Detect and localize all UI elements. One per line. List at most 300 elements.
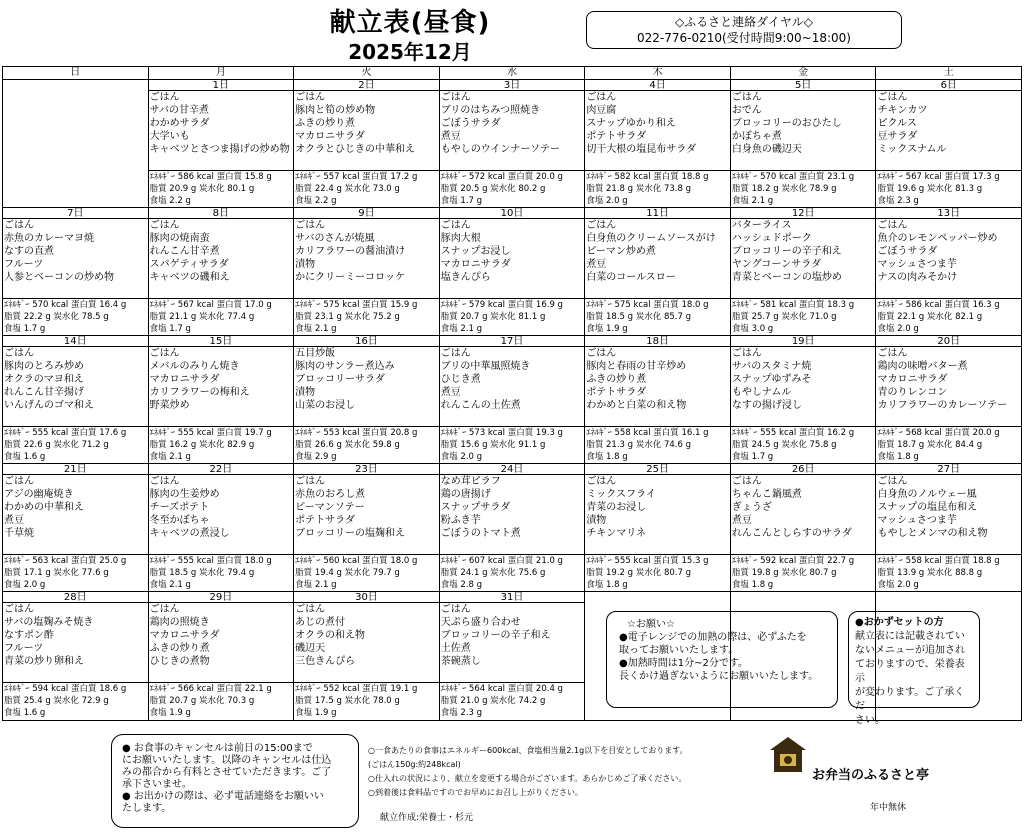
- nutrition-info: [440, 554, 585, 591]
- menu-item: スナップゆかり和え: [586, 118, 676, 129]
- menu-list: [731, 91, 876, 170]
- day-number: 7日: [3, 208, 148, 219]
- menu-list: [731, 475, 876, 554]
- menu-item: ごはん: [877, 348, 908, 359]
- nutrition-line: 食塩 1.9 g: [149, 708, 191, 718]
- nutrition-line: 脂質 17.5 g 炭水化 78.0 g: [295, 696, 400, 706]
- menu-item: 土佐煮: [440, 643, 471, 654]
- nutrition-line: 食塩 1.8 g: [586, 580, 628, 590]
- nutrition-line: 脂質 18.5 g 炭水化 79.4 g: [149, 568, 255, 578]
- week-row: [3, 80, 1021, 208]
- weekday-header: [3, 67, 1021, 80]
- menu-item: チキンマリネ: [586, 528, 647, 539]
- nutrition-line: 食塩 1.9 g: [586, 324, 628, 334]
- menu-item: なすの揚げ浸し: [731, 400, 802, 411]
- cancel-line: みの都合から有料とさせていただきます。ご了: [122, 767, 332, 778]
- menu-item: ごはん: [149, 92, 180, 103]
- menu-item: ごはん: [149, 348, 180, 359]
- menu-item: 漬物: [295, 387, 316, 398]
- menu-list: [149, 603, 294, 682]
- sets-line: が変わります。ご了承くだ: [855, 687, 965, 712]
- nutrition-line: ｴﾈﾙｷﾞｰ 560 kcal 蛋白質 18.0 g: [295, 556, 418, 566]
- sets-line: ないメニューが追加され: [855, 645, 965, 656]
- day-cell: [439, 464, 585, 591]
- menu-list: [294, 219, 439, 298]
- nutrition-line: ｴﾈﾙｷﾞｰ 570 kcal 蛋白質 16.4 g: [4, 300, 127, 310]
- nutrition-info: [440, 298, 585, 335]
- day-number: 16日: [294, 336, 439, 347]
- menu-item: キャベツの磯和え: [149, 272, 230, 283]
- nutrition-line: 食塩 1.8 g: [586, 452, 628, 462]
- nutrition-line: 脂質 18.2 g 炭水化 78.9 g: [731, 184, 837, 194]
- menu-item: 煮豆: [440, 387, 461, 398]
- nutrition-line: ｴﾈﾙｷﾞｰ 586 kcal 蛋白質 16.3 g: [877, 300, 1000, 310]
- nutrition-line: 食塩 2.1 g: [295, 324, 337, 334]
- cancel-line: にお願いいたします。以降のキャンセルは仕込: [122, 755, 332, 766]
- menu-item: ごぼうのトマト煮: [440, 528, 521, 539]
- month-label: 2025年12月: [348, 40, 472, 64]
- menu-list: [149, 347, 294, 426]
- menu-item: ごはん: [731, 348, 762, 359]
- menu-item: 茶碗蒸し: [440, 656, 481, 667]
- menu-item: ブロッコリーの塩麹和え: [295, 528, 405, 539]
- nutrition-info: [149, 426, 294, 463]
- nutrition-line: ｴﾈﾙｷﾞｰ 555 kcal 蛋白質 15.3 g: [586, 556, 709, 566]
- menu-list: [876, 91, 1021, 170]
- menu-item: 青菜とベーコンの塩炒め: [731, 272, 842, 283]
- menu-item: ごはん: [295, 476, 326, 487]
- sets-line: 献立表には記載されてい: [855, 631, 965, 642]
- cancel-policy-box: [111, 734, 359, 828]
- menu-list: [731, 219, 876, 298]
- menu-item: あじの煮付: [295, 617, 346, 628]
- nutrition-line: 脂質 20.7 g 炭水化 70.3 g: [149, 696, 255, 706]
- day-number: 14日: [3, 336, 148, 347]
- day-cell: [293, 592, 439, 720]
- nutrition-line: ｴﾈﾙｷﾞｰ 572 kcal 蛋白質 20.0 g: [440, 172, 563, 182]
- nutrition-line: ｴﾈﾙｷﾞｰ 594 kcal 蛋白質 18.6 g: [4, 684, 127, 694]
- menu-item: なすの直煮: [4, 246, 54, 257]
- nutrition-line: 食塩 2.0 g: [440, 452, 483, 462]
- day-cell: [875, 208, 1021, 335]
- menu-item: スパゲティサラダ: [149, 259, 229, 270]
- nutrition-line: 食塩 1.6 g: [4, 708, 46, 718]
- menu-item: マッシュさつま芋: [877, 259, 957, 270]
- menu-list: [294, 91, 439, 170]
- menu-item: サバの塩麹みそ焼き: [4, 617, 94, 628]
- nutrition-line: 脂質 19.2 g 炭水化 80.7 g: [586, 568, 691, 578]
- menu-item: 豚肉のとろみ炒め: [4, 361, 84, 372]
- day-number: 30日: [294, 592, 439, 603]
- menu-item: ポテトサラダ: [586, 131, 647, 142]
- day-number: 9日: [294, 208, 439, 219]
- nutrition-line: 食塩 1.7 g: [440, 196, 483, 206]
- nutrition-info: [294, 554, 439, 591]
- menu-item: マッシュさつま芋: [877, 515, 957, 526]
- day-cell: [148, 336, 294, 463]
- menu-item: 白身魚のクリームソースがけ: [586, 233, 716, 244]
- nutrition-line: 脂質 21.1 g 炭水化 77.4 g: [149, 312, 255, 322]
- menu-item: 白身魚のノルウェー風: [877, 489, 977, 500]
- nutrition-line: 食塩 2.8 g: [440, 580, 483, 590]
- day-number: 1日: [149, 80, 294, 91]
- nutrition-line: ｴﾈﾙｷﾞｰ 581 kcal 蛋白質 18.3 g: [731, 300, 855, 310]
- menu-item: もやしナムル: [731, 387, 792, 398]
- notice-line: 取ってお願いいたします。: [619, 645, 739, 656]
- nutrition-line: 脂質 18.5 g 炭水化 85.7 g: [586, 312, 691, 322]
- menu-item: 煮豆: [586, 259, 607, 270]
- menu-list: [876, 475, 1021, 554]
- nutrition-line: 食塩 1.8 g: [877, 452, 919, 462]
- day-number: 22日: [149, 464, 294, 475]
- note-line: ○到着後は食料品ですのでお早めにお召し上がりください。: [368, 788, 583, 797]
- nutrition-info: [585, 170, 730, 207]
- nutrition-line: ｴﾈﾙｷﾞｰ 557 kcal 蛋白質 17.2 g: [295, 172, 418, 182]
- nutrition-info: [585, 298, 730, 335]
- menu-list: [149, 475, 294, 554]
- menu-item: ポテトサラダ: [586, 387, 647, 398]
- menu-item: 五目炒飯: [295, 348, 336, 359]
- nutrition-line: 脂質 21.8 g 炭水化 73.8 g: [586, 184, 691, 194]
- day-number: 29日: [149, 592, 294, 603]
- cancel-line: 承下さいませ。: [122, 779, 192, 790]
- day-number: 6日: [876, 80, 1021, 91]
- menu-item: 青菜のお浸し: [586, 502, 647, 513]
- nutrition-line: 食塩 1.9 g: [295, 708, 337, 718]
- menu-item: 青のりレンコン: [877, 387, 948, 398]
- week-row: [3, 336, 1021, 464]
- menu-item: 鶏肉の照焼き: [149, 617, 210, 628]
- nutrition-line: 脂質 21.3 g 炭水化 74.6 g: [586, 440, 691, 450]
- menu-item: カリフラワーの梅和え: [149, 387, 250, 398]
- day-cell: [875, 464, 1021, 591]
- menu-item: 三色きんぴら: [295, 656, 356, 667]
- menu-item: スナップゆずみそ: [731, 374, 812, 385]
- menu-item: ごはん: [4, 476, 34, 487]
- menu-item: ごはん: [4, 220, 34, 231]
- cancel-line: ● お食事のキャンセルは前日の15:00まで: [122, 743, 313, 754]
- nutrition-line: ｴﾈﾙｷﾞｰ 582 kcal 蛋白質 18.8 g: [586, 172, 709, 182]
- day-cell: [3, 336, 148, 463]
- day-number: 2日: [294, 80, 439, 91]
- nutrition-line: 食塩 2.0 g: [586, 196, 628, 206]
- menu-item: オクラのマヨ和え: [4, 374, 84, 385]
- menu-item: カリフラワーのカレーソテー: [877, 400, 1008, 411]
- menu-item: わかめサラダ: [149, 118, 210, 129]
- nutrition-line: 脂質 20.9 g 炭水化 80.1 g: [149, 184, 255, 194]
- menu-item: ごはん: [877, 220, 908, 231]
- menu-item: ピーマン炒め煮: [586, 246, 656, 257]
- week-row: [3, 208, 1021, 336]
- menu-item: ごはん: [295, 92, 326, 103]
- day-cell: [439, 592, 585, 720]
- menu-item: れんこん甘辛煮: [149, 246, 220, 257]
- menu-item: オクラの和え物: [295, 630, 365, 641]
- nutrition-line: 脂質 18.7 g 炭水化 84.4 g: [877, 440, 983, 450]
- menu-list: [440, 219, 585, 298]
- menu-item: スナップの塩昆布和え: [877, 502, 978, 513]
- nutrition-line: 脂質 13.9 g 炭水化 88.8 g: [877, 568, 983, 578]
- menu-list: [3, 603, 148, 682]
- nutrition-line: ｴﾈﾙｷﾞｰ 555 kcal 蛋白質 18.0 g: [149, 556, 272, 566]
- nutrition-info: [440, 170, 585, 207]
- nutrition-line: 脂質 24.1 g 炭水化 75.6 g: [440, 568, 546, 578]
- menu-item: もやしとメンマの和え物: [877, 528, 988, 539]
- side-dish-set-box: [848, 611, 980, 726]
- menu-item: 青菜の炒り卵和え: [4, 656, 84, 667]
- weekday-sat: 土: [875, 67, 1021, 79]
- menu-item: 豚肉と筍の炒め物: [295, 105, 376, 116]
- day-number: 20日: [876, 336, 1021, 347]
- nutrition-line: 脂質 16.2 g 炭水化 82.9 g: [149, 440, 255, 450]
- menu-list: [440, 347, 585, 426]
- footer-notes: [368, 744, 748, 800]
- day-number: 11日: [585, 208, 730, 219]
- day-cell: [148, 80, 294, 207]
- cancel-line: ● お出かけの際は、必ず電話連絡をお願いい: [122, 791, 324, 802]
- sets-line: さい。: [855, 715, 885, 726]
- nutrition-line: 脂質 22.4 g 炭水化 73.0 g: [295, 184, 400, 194]
- note-line: ○仕入れの状況により、献立を変更する場合がございます。あらかじめご了承ください。: [368, 774, 687, 783]
- brand-name: お弁当のふるさと亭: [812, 768, 930, 783]
- menu-item: なめ茸ピラフ: [440, 476, 501, 487]
- menu-list: [731, 347, 876, 426]
- menu-item: ごはん: [440, 348, 471, 359]
- menu-item: メバルのみりん焼き: [149, 361, 240, 372]
- nutrition-line: 食塩 2.3 g: [877, 196, 919, 206]
- menu-item: 白身魚の磯辺天: [731, 144, 802, 155]
- nutrition-info: [294, 426, 439, 463]
- menu-list: [585, 347, 730, 426]
- menu-item: かぼちゃ煮: [731, 131, 782, 142]
- menu-item: スナップサラダ: [440, 502, 511, 513]
- menu-list: [149, 91, 294, 170]
- menu-item: バターライス: [731, 220, 792, 231]
- day-cell: [293, 80, 439, 207]
- day-number: 10日: [440, 208, 585, 219]
- day-cell: [293, 208, 439, 335]
- menu-item: れんこんとしらすのサラダ: [731, 528, 852, 539]
- day-cell: [439, 336, 585, 463]
- day-cell: [148, 208, 294, 335]
- nutrition-line: 脂質 23.1 g 炭水化 75.2 g: [295, 312, 400, 322]
- menu-item: ミックスナムル: [877, 144, 947, 155]
- menu-item: ごはん: [4, 604, 34, 615]
- menu-item: サバの甘辛煮: [149, 105, 209, 116]
- day-cell: [439, 80, 585, 207]
- nutrition-line: 食塩 2.1 g: [731, 196, 774, 206]
- nutrition-info: [731, 554, 876, 591]
- menu-item: ごはん: [440, 92, 471, 103]
- nutrition-line: 脂質 19.4 g 炭水化 79.7 g: [295, 568, 400, 578]
- menu-item: れんこんの土佐煮: [440, 400, 521, 411]
- menu-item: ごはん: [149, 604, 180, 615]
- menu-item: 大学いも: [149, 131, 190, 142]
- note-line: ○一食あたりの食事はエネルギー600kcal、食塩相当量2.1g以下を目安としております。: [368, 746, 688, 755]
- menu-item: 磯辺天: [295, 643, 326, 654]
- nutrition-info: [149, 298, 294, 335]
- nutrition-line: 脂質 19.8 g 炭水化 80.7 g: [731, 568, 837, 578]
- menu-item: ごはん: [586, 92, 617, 103]
- nutrition-info: [876, 426, 1021, 463]
- menu-item: ハッシュドポーク: [731, 233, 812, 244]
- menu-list: [440, 603, 585, 682]
- nutrition-line: ｴﾈﾙｷﾞｰ 579 kcal 蛋白質 16.9 g: [440, 300, 563, 310]
- nutrition-info: [731, 426, 876, 463]
- menu-item: ごはん: [586, 476, 617, 487]
- week-row: [3, 464, 1021, 592]
- weekday-wed: 水: [439, 67, 585, 79]
- menu-item: 切干大根の塩昆布サラダ: [586, 144, 697, 155]
- menu-item: 漬物: [586, 515, 607, 526]
- nutrition-line: 食塩 2.2 g: [149, 196, 191, 206]
- nutrition-line: 脂質 17.1 g 炭水化 77.6 g: [4, 568, 109, 578]
- day-number: 17日: [440, 336, 585, 347]
- nutrition-line: 脂質 19.6 g 炭水化 81.3 g: [877, 184, 983, 194]
- menu-item: ごはん: [877, 476, 908, 487]
- nutrition-line: ｴﾈﾙｷﾞｰ 567 kcal 蛋白質 17.0 g: [149, 300, 272, 310]
- menu-item: ふきの炒り煮: [295, 118, 356, 129]
- menu-item: フルーツ: [4, 643, 44, 654]
- contact-box: [586, 11, 902, 49]
- menu-item: 豚肉大根: [440, 233, 481, 244]
- menu-item: ごはん: [295, 604, 326, 615]
- menu-list: [294, 475, 439, 554]
- nutrition-line: ｴﾈﾙｷﾞｰ 570 kcal 蛋白質 23.1 g: [731, 172, 855, 182]
- nutrition-line: ｴﾈﾙｷﾞｰ 555 kcal 蛋白質 16.2 g: [731, 428, 855, 438]
- menu-item: チキンカツ: [877, 105, 928, 116]
- nutrition-line: 食塩 3.0 g: [731, 324, 774, 334]
- sets-line: ておりますので、栄養表示: [855, 659, 965, 684]
- menu-item: ピーマンソテー: [295, 502, 365, 513]
- day-number: 4日: [585, 80, 730, 91]
- menu-item: ぎょうざ: [731, 502, 772, 513]
- menu-item: 天ぷら盛り合わせ: [440, 617, 521, 628]
- nutrition-line: 食塩 2.9 g: [295, 452, 337, 462]
- nutrition-line: 食塩 2.0 g: [877, 580, 919, 590]
- nutrition-line: 食塩 2.1 g: [149, 580, 191, 590]
- nutrition-line: ｴﾈﾙｷﾞｰ 558 kcal 蛋白質 18.8 g: [877, 556, 1000, 566]
- menu-item: おでん: [731, 105, 762, 116]
- nutrition-info: [294, 298, 439, 335]
- nutrition-line: 食塩 2.2 g: [295, 196, 337, 206]
- menu-item: ごはん: [149, 220, 180, 231]
- menu-item: ごはん: [731, 92, 762, 103]
- day-number: 27日: [876, 464, 1021, 475]
- menu-author: 献立作成:栄養士・杉元: [380, 813, 474, 823]
- menu-item: オクラとひじきの中華和え: [295, 144, 415, 155]
- nutrition-line: 脂質 20.5 g 炭水化 80.2 g: [440, 184, 546, 194]
- notice-line: ●電子レンジでの加熱の際は、必ずふたを: [619, 632, 807, 643]
- menu-item: ミックスフライ: [586, 489, 656, 500]
- day-cell: [584, 464, 730, 591]
- nutrition-line: ｴﾈﾙｷﾞｰ 575 kcal 蛋白質 18.0 g: [586, 300, 709, 310]
- menu-item: チーズポテト: [149, 502, 210, 513]
- menu-item: ごはん: [877, 92, 908, 103]
- menu-item: 鶏肉の味噌バター煮: [877, 361, 968, 372]
- menu-item: 煮豆: [4, 515, 24, 526]
- nutrition-line: 脂質 20.7 g 炭水化 81.1 g: [440, 312, 546, 322]
- menu-item: 赤魚のカレーマヨ焼: [4, 233, 94, 244]
- day-cell: [584, 208, 730, 335]
- notice-line: 長くかけ過ぎないようにお願いいたします。: [619, 671, 819, 682]
- menu-item: ふきの炒り煮: [586, 374, 647, 385]
- weekday-mon: 月: [148, 67, 294, 79]
- nutrition-line: ｴﾈﾙｷﾞｰ 563 kcal 蛋白質 25.0 g: [4, 556, 127, 566]
- nutrition-line: ｴﾈﾙｷﾞｰ 566 kcal 蛋白質 22.1 g: [149, 684, 272, 694]
- nutrition-line: ｴﾈﾙｷﾞｰ 555 kcal 蛋白質 17.6 g: [4, 428, 127, 438]
- day-cell: [439, 208, 585, 335]
- nutrition-line: ｴﾈﾙｷﾞｰ 568 kcal 蛋白質 20.0 g: [877, 428, 1000, 438]
- day-number: 21日: [3, 464, 148, 475]
- menu-item: ふきの炒り煮: [149, 643, 210, 654]
- nutrition-line: ｴﾈﾙｷﾞｰ 607 kcal 蛋白質 21.0 g: [440, 556, 563, 566]
- menu-item: ごぼうサラダ: [877, 246, 938, 257]
- nutrition-info: [440, 426, 585, 463]
- day-number: 8日: [149, 208, 294, 219]
- contact-phone: 022-776-0210(受付時間9:00~18:00): [637, 31, 851, 45]
- nutrition-line: ｴﾈﾙｷﾞｰ 586 kcal 蛋白質 15.8 g: [149, 172, 272, 182]
- menu-list: [585, 219, 730, 298]
- nutrition-info: [3, 298, 148, 335]
- nutrition-line: 食塩 2.0 g: [4, 580, 46, 590]
- nutrition-info: [294, 170, 439, 207]
- day-number: 15日: [149, 336, 294, 347]
- day-number: 31日: [440, 592, 585, 603]
- menu-item: ナスの肉みそかけ: [877, 272, 958, 283]
- nutrition-line: ｴﾈﾙｷﾞｰ 564 kcal 蛋白質 20.4 g: [440, 684, 563, 694]
- menu-list: [876, 219, 1021, 298]
- nutrition-line: 食塩 1.7 g: [149, 324, 191, 334]
- day-cell: [730, 208, 876, 335]
- notice-line: ●加熱時間は1分~2分です。: [619, 658, 749, 669]
- menu-list: [3, 475, 148, 554]
- day-cell: [584, 80, 730, 207]
- nutrition-line: 食塩 1.8 g: [731, 580, 774, 590]
- nutrition-info: [3, 554, 148, 591]
- day-number: 19日: [731, 336, 876, 347]
- menu-item: ヤングコーンサラダ: [731, 259, 822, 270]
- menu-item: アジの幽庵焼き: [4, 489, 74, 500]
- nutrition-info: [876, 170, 1021, 207]
- day-cell: [293, 336, 439, 463]
- day-number: 18日: [585, 336, 730, 347]
- nutrition-info: [876, 554, 1021, 591]
- day-number: 5日: [731, 80, 876, 91]
- menu-item: マカロニサラダ: [295, 131, 366, 142]
- menu-item: ブロッコリーの辛子和え: [731, 246, 842, 257]
- menu-item: ブリのはちみつ照焼き: [440, 105, 541, 116]
- menu-item: れんこん甘辛揚げ: [4, 387, 84, 398]
- day-cell: [730, 336, 876, 463]
- menu-item: 塩きんぴら: [440, 272, 491, 283]
- menu-item: わかめの中華和え: [4, 502, 84, 513]
- nutrition-line: 食塩 2.0 g: [877, 324, 919, 334]
- nutrition-line: 食塩 1.7 g: [4, 324, 46, 334]
- menu-item: 冬至かぼちゃ: [149, 515, 210, 526]
- nutrition-line: ｴﾈﾙｷﾞｰ 558 kcal 蛋白質 16.1 g: [586, 428, 709, 438]
- menu-item: ブロッコリーのおひたし: [731, 118, 842, 129]
- nutrition-info: [3, 682, 148, 719]
- menu-item: いんげんのゴマ和え: [4, 400, 94, 411]
- nutrition-info: [149, 682, 294, 719]
- day-number: 12日: [731, 208, 876, 219]
- menu-list: [294, 347, 439, 426]
- nutrition-info: [585, 426, 730, 463]
- menu-item: ちゃんこ鍋風煮: [731, 489, 802, 500]
- nutrition-line: 脂質 25.4 g 炭水化 72.9 g: [4, 696, 109, 706]
- menu-item: カリフラワーの醤油漬け: [295, 246, 406, 257]
